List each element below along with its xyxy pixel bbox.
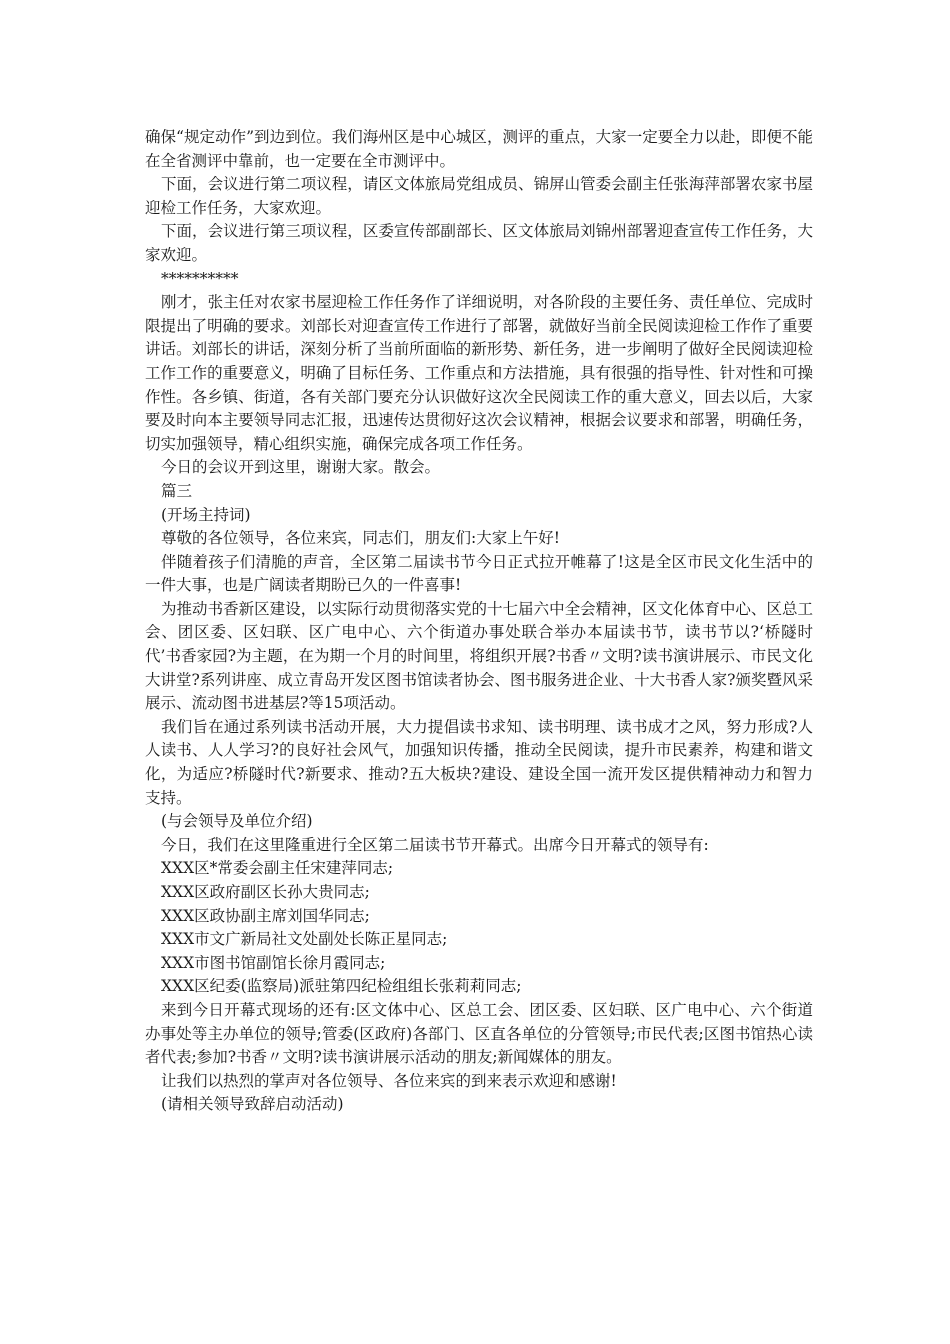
leader-list-item: XXX区*常委会副主任宋建萍同志; xyxy=(161,859,394,878)
leader-list-item: XXX区纪委(监察局)派驻第四纪检组组长张莉莉同志; xyxy=(161,977,522,996)
leader-list-item: XXX市文广新局社文处副处长陈正星同志; xyxy=(161,930,448,949)
leader-list-item: XXX区政府副区长孙大贵同志; xyxy=(161,883,370,901)
paragraph: 今日的会议开到这里，谢谢大家。散会。 xyxy=(161,458,441,477)
paragraph: 刚才，张主任对农家书屋迎检工作任务作了详细说明，对各阶段的主要任务、责任单位、完成时限提出了明确的要求。刘部长对迎查宣传工作进行了部署，就做好当前全民阅读迎检工作作了重要讲话。刘部长的讲话，深刻分析了当前所面临的新形势、新任务，进一步阐明了做好全民阅读迎检工作工作的重要意义，明确了目标任务、工作重点和方法措施，具有很强的指导性、针对性和可操作性。各乡镇、街道，各有关部门要充分认识做好这次全民阅读工作的重大意义，回去以后，大家要及时向本主要领导同志汇报，迅速传达贯彻好这次会议精神，根据会议要求和部署，明确任务，切实加强领导，精心组织实施，确保完成各项工作任务。 xyxy=(145,293,813,453)
stage-direction: (开场主持词) xyxy=(161,505,251,524)
document-body xyxy=(145,126,813,1117)
paragraph: 确保“规定动作”到边到位。我们海州区是中心城区，测评的重点，大家一定要全力以赴，即便不能在全省测评中靠前，也一定要在全市测评中。 xyxy=(145,128,813,170)
section-separator: ********** xyxy=(161,269,239,288)
paragraph: 我们旨在通过系列读书活动开展，大力提倡读书求知、读书明理、读书成才之风，努力形成?人人读书、人人学习?的良好社会风气，加强知识传播，推动全民阅读，提升市民素养，构建和谐文化，为适应?桥隧时代?新要求、推动?五大板块?建设、建设全国一流开发区提供精神动力和智力支持。 xyxy=(145,717,813,807)
paragraph: 下面，会议进行第三项议程，区委宣传部副部长、区文体旅局刘锦州部署迎查宣传工作任务，大家欢迎。 xyxy=(145,222,813,264)
paragraph: 今日，我们在这里隆重进行全区第二届读书节开幕式。出席今日开幕式的领导有: xyxy=(161,835,709,854)
paragraph: 为推动书香新区建设，以实际行动贯彻落实党的十七届六中全会精神，区文化体育中心、区总工会、团区委、区妇联、区广电中心、六个街道办事处联合举办本届读书节，读书节以?‘桥隧时代’书香家园?为主题，在为期一个月的时间里，将组织开展?书香〃文明?读书演讲展示、市民文化大讲堂?系列讲座、成立青岛开发区图书馆读者协会、图书服务进企业、十大书香人家?颁奖暨风采展示、流动图书进基层?等15项活动。 xyxy=(145,599,813,713)
section-heading: 篇三 xyxy=(161,481,193,500)
stage-direction: (与会领导及单位介绍) xyxy=(161,812,313,831)
leader-list-item: XXX区政协副主席刘国华同志; xyxy=(161,906,370,925)
paragraph: 来到今日开幕式现场的还有:区文体中心、区总工会、团区委、区妇联、区广电中心、六个街道办事处等主办单位的领导;管委(区政府)各部门、区直各单位的分管领导;市民代表;区图书馆热心读者代表;参加?书香〃文明?读书演讲展示活动的朋友;新闻媒体的朋友。 xyxy=(145,1000,813,1067)
stage-direction: (请相关领导致辞启动活动) xyxy=(161,1095,344,1114)
paragraph: 尊敬的各位领导，各位来宾，同志们，朋友们:大家上午好! xyxy=(161,529,560,548)
paragraph: 让我们以热烈的掌声对各位领导、各位来宾的到来表示欢迎和感谢! xyxy=(161,1071,617,1090)
paragraph: 下面，会议进行第二项议程，请区文体旅局党组成员、锦屏山管委会副主任张海萍部署农家书屋迎检工作任务，大家欢迎。 xyxy=(145,175,813,217)
paragraph: 伴随着孩子们清脆的声音，全区第二届读书节今日正式拉开帷幕了!这是全区市民文化生活中的一件大事，也是广阔读者期盼已久的一件喜事! xyxy=(145,552,813,595)
leader-list-item: XXX市图书馆副馆长徐月霞同志; xyxy=(161,953,386,972)
